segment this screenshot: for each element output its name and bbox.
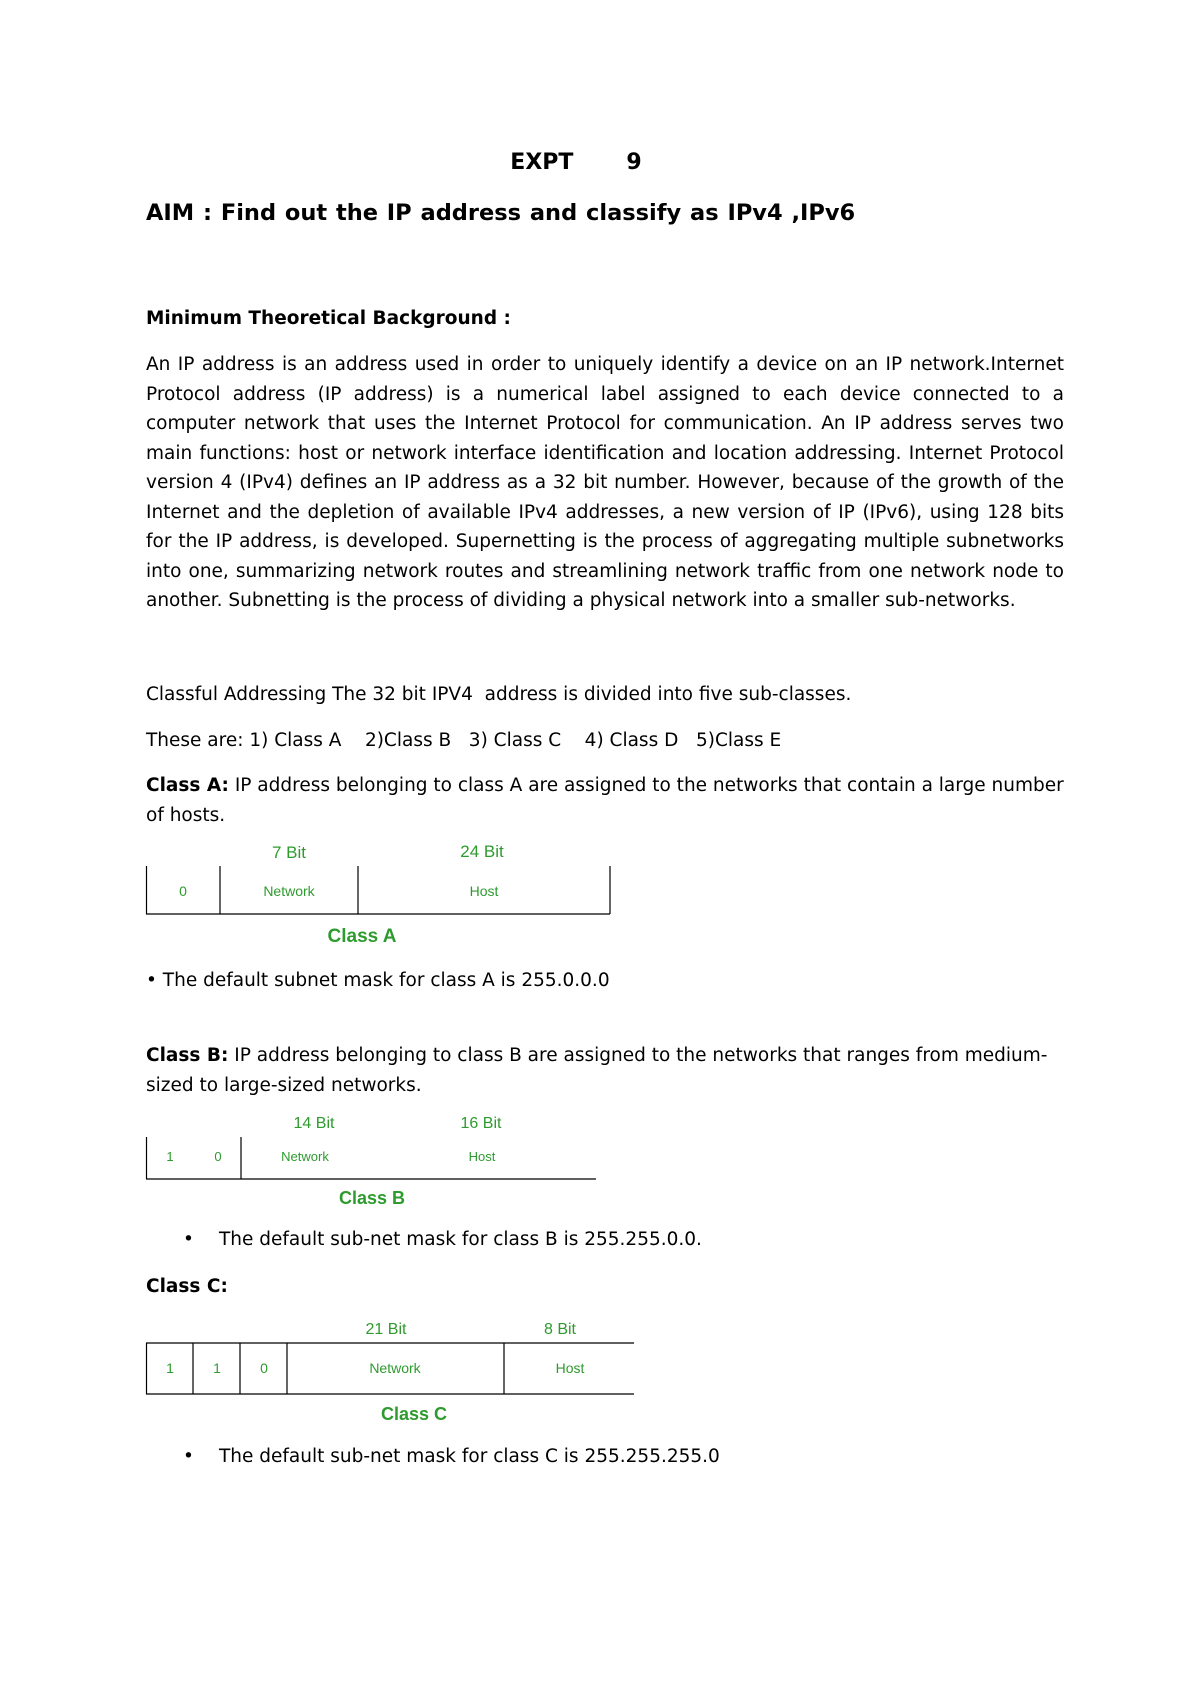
class-a-text: IP address belonging to class A are assigned to the networks that contain a large number of hosts. (146, 775, 1064, 826)
class-a-mask-text: The default subnet mask for class A is 255.0.0.0 (156, 970, 610, 991)
class-c-cell-network: Network (369, 1360, 421, 1376)
class-b-cell-bit1: 1 (166, 1149, 174, 1164)
class-b-bit-label-network: 14 Bit (293, 1115, 335, 1132)
class-a-mask-note (146, 966, 610, 996)
class-c-diagram (146, 1312, 646, 1432)
class-c-cell-bit2: 1 (213, 1360, 221, 1376)
class-c-cell-bit3: 0 (260, 1360, 268, 1376)
class-a-caption: Class A (327, 926, 397, 947)
classful-line: Classful Addressing The 32 bit IPV4 address is divided into five sub-classes. (146, 684, 852, 705)
class-c-caption: Class C (380, 1404, 448, 1424)
class-b-text: IP address belonging to class B are assigned to the networks that ranges from medium-sized to large-sized networks. (146, 1045, 1048, 1096)
experiment-title: EXPT 9 (510, 150, 642, 175)
class-a-label: Class A: (146, 775, 229, 796)
class-b-bullet: • (183, 1229, 194, 1250)
class-a-cell-prefix: 0 (179, 883, 187, 899)
class-b-cell-host: Host (468, 1149, 496, 1164)
classes-list-line: These are: 1) Class A 2)Class B 3) Class C 4) Class D 5)Class E (146, 730, 782, 751)
class-a-diagram (146, 838, 626, 948)
class-a-bit-label-host: 24 Bit (460, 842, 504, 861)
bullet-mark: • (146, 970, 157, 991)
class-b-diagram (146, 1110, 626, 1210)
class-a-cell-network: Network (263, 883, 315, 899)
class-b-bit-label-host: 16 Bit (460, 1115, 502, 1132)
class-b-mask-note: The default sub-net mask for class B is 255.255.0.0. (219, 1229, 702, 1250)
class-c-label: Class C: (146, 1276, 228, 1297)
class-c-bit-label-network: 21 Bit (365, 1321, 407, 1338)
class-b-description (146, 1041, 1064, 1100)
class-b-cell-bit2: 0 (214, 1149, 222, 1164)
class-b-label: Class B: (146, 1045, 229, 1066)
class-a-cell-host: Host (469, 883, 499, 899)
class-c-cell-bit1: 1 (166, 1360, 174, 1376)
class-c-bullet: • (183, 1446, 194, 1467)
aim-heading: AIM : Find out the IP address and classify as IPv4 ,IPv6 (146, 200, 856, 226)
background-paragraph: An IP address is an address used in order to uniquely identify a device on an IP network.Internet Protocol address (IP address) is a numerical label assigned to each device connected to a computer network that uses the Internet Protocol for communication. An IP address serves two main functions: host or network interface identification and location addressing. Internet Protocol version 4 (IPv4) defines an IP address as a 32 bit number. However, because of the growth of the Internet and the depletion of available IPv4 addresses, a new version of IP (IPv6), using 128 bits for the IP address, is developed. Supernetting is the process of aggregating multiple subnetworks into one, summarizing network routes and streamlining network traffic from one network node to another. Subnetting is the process of dividing a physical network into a smaller sub-networks. (146, 354, 1064, 611)
class-b-cell-network: Network (281, 1149, 329, 1164)
class-c-mask-note: The default sub-net mask for class C is 255.255.255.0 (219, 1446, 720, 1467)
background-heading: Minimum Theoretical Background : (146, 308, 511, 329)
class-a-bit-label-network: 7 Bit (271, 843, 307, 862)
class-a-description (146, 771, 1064, 830)
class-c-bit-label-host: 8 Bit (543, 1321, 577, 1338)
class-c-cell-host: Host (555, 1360, 585, 1376)
class-b-caption: Class B (338, 1188, 406, 1208)
